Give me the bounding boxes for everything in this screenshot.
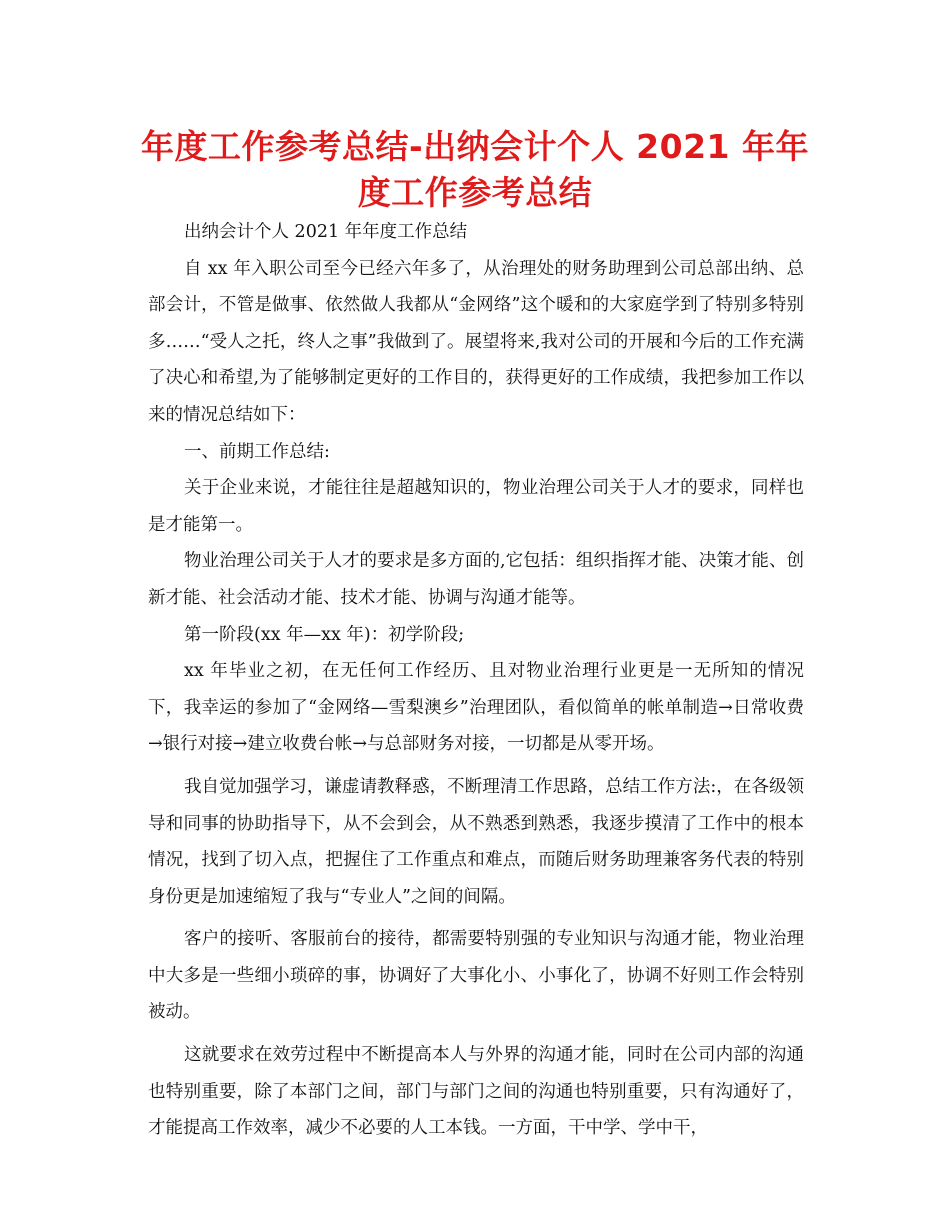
paragraph: 这就要求在效劳过程中不断提高本人与外界的沟通才能，同时在公司内部的沟通也特别重要，除了本部门之间，部门与部门之间的沟通也特别重要，只有沟通好了，才能提高工作效率，减少不必要的人工本钱。一方面，干中学、学中干， bbox=[148, 1045, 804, 1139]
document-body bbox=[148, 214, 804, 1147]
paragraph: 自 xx 年入职公司至今已经六年多了，从治理处的财务助理到公司总部出纳、总部会计，不管是做事、依然做人我都从“金网络”这个暖和的大家庭学到了特别多特别多……“受人之托，终人之事”我做到了。展望将来,我对公司的开展和今后的工作充满了决心和希望,为了能够制定更好的工作目的，获得更好的工作成绩，我把参加工作以来的情况总结如下： bbox=[148, 258, 804, 425]
document-title: 年度工作参考总结-出纳会计个人 2021 年年度工作参考总结 bbox=[140, 127, 810, 212]
paragraph: 我自觉加强学习，谦虚请教释惑，不断理清工作思路，总结工作方法:，在各级领导和同事的协助指导下，从不会到会，从不熟悉到熟悉，我逐步摸清了工作中的根本情况，找到了切入点，把握住了工作重点和难点，而随后财务助理兼客务代表的特别身份更是加速缩短了我与“专业人”之间的间隔。 bbox=[148, 776, 804, 907]
paragraph: 一、前期工作总结: bbox=[184, 441, 330, 462]
paragraph: 客户的接听、客服前台的接待，都需要特别强的专业知识与沟通才能，物业治理中大多是一些细小琐碎的事，协调好了大事化小、小事化了，协调不好则工作会特别被动。 bbox=[148, 929, 804, 1023]
paragraph: 关于企业来说，才能往往是超越知识的，物业治理公司关于人才的要求，同样也是才能第一。 bbox=[148, 478, 804, 535]
paragraph: xx 年毕业之初，在无任何工作经历、且对物业治理行业更是一无所知的情况下，我幸运的参加了“金网络—雪梨澳乡”治理团队，看似简单的帐单制造→日常收费→银行对接→建立收费台帐→与总部财务对接，一切都是从零开场。 bbox=[148, 661, 804, 755]
paragraph: 物业治理公司关于人才的要求是多方面的,它包括：组织指挥才能、决策才能、创新才能、社会活动才能、技术才能、协调与沟通才能等。 bbox=[148, 551, 804, 608]
paragraph: 出纳会计个人 2021 年年度工作总结 bbox=[184, 222, 468, 242]
paragraph: 第一阶段(xx 年—xx 年)：初学阶段; bbox=[184, 624, 465, 645]
